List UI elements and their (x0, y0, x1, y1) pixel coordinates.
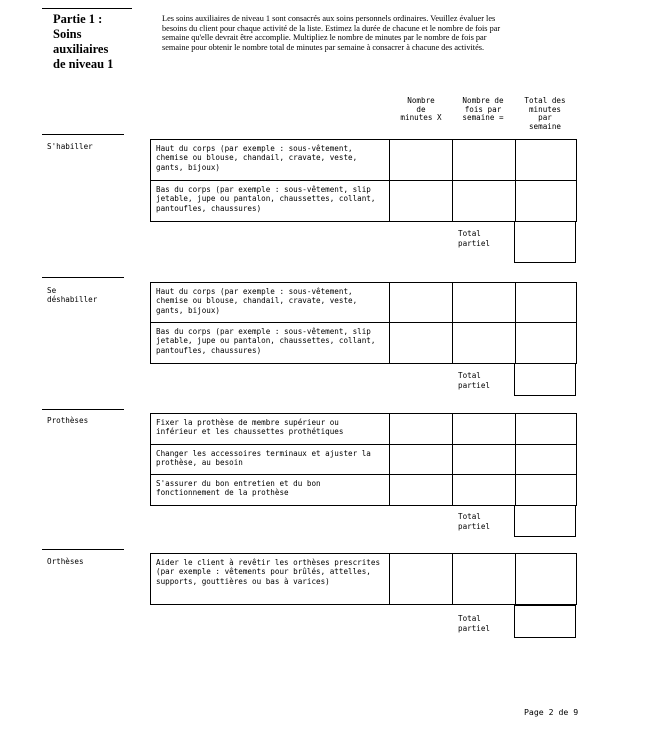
table-row (151, 323, 577, 364)
section-label-protheses: Prothèses (47, 416, 89, 425)
times-per-week-cell[interactable] (453, 181, 516, 222)
page-number: Page 2 de 9 (524, 707, 579, 717)
minutes-cell[interactable] (390, 475, 453, 506)
minutes-cell[interactable] (390, 283, 453, 323)
table-row (151, 414, 577, 445)
minutes-cell[interactable] (390, 414, 453, 445)
part-title: Partie 1 : Soins auxiliaires de niveau 1 (53, 12, 114, 71)
column-header-times: Nombre de fois par semaine = (462, 96, 504, 123)
section-label-shabiller: S'habiller (47, 142, 93, 151)
minutes-cell[interactable] (390, 323, 453, 364)
section-rule-se-deshabiller (42, 277, 124, 278)
times-per-week-cell[interactable] (453, 283, 516, 323)
times-per-week-cell[interactable] (453, 140, 516, 181)
part-title-rule (42, 8, 132, 9)
activity-description: Haut du corps (par exemple : sous-vêtement, chemise ou blouse, chandail, cravate, veste, gants, bijoux) (151, 283, 390, 323)
total-minutes-cell[interactable] (516, 475, 577, 506)
table-row (151, 475, 577, 506)
section-table-se-deshabiller (150, 282, 577, 364)
section-rule-shabiller (42, 134, 124, 135)
section-table-protheses (150, 413, 577, 506)
total-minutes-cell[interactable] (516, 414, 577, 445)
column-header-minutes: Nombre de minutes X (400, 96, 442, 123)
minutes-cell[interactable] (390, 445, 453, 475)
total-minutes-cell[interactable] (516, 181, 577, 222)
activity-description: Bas du corps (par exemple : sous-vêtement, slip jetable, jupe ou pantalon, chaussettes, collant, pantoufles, chaussures) (151, 181, 390, 222)
times-per-week-cell[interactable] (453, 414, 516, 445)
total-minutes-cell[interactable] (516, 323, 577, 364)
subtotal-cell[interactable] (514, 363, 576, 396)
section-rule-ortheses (42, 549, 124, 550)
subtotal-label: Total partiel (458, 371, 491, 390)
subtotal-cell[interactable] (514, 605, 576, 638)
activity-description: Changer les accessoires terminaux et ajuster la prothèse, au besoin (151, 445, 390, 475)
minutes-cell[interactable] (390, 181, 453, 222)
table-row (151, 554, 577, 605)
activity-description: Bas du corps (par exemple : sous-vêtement, slip jetable, jupe ou pantalon, chaussettes, collant, pantoufles, chaussures) (151, 323, 390, 364)
times-per-week-cell[interactable] (453, 475, 516, 506)
minutes-cell[interactable] (390, 140, 453, 181)
activity-description: Haut du corps (par exemple : sous-vêtement, chemise ou blouse, chandail, cravate, veste, gants, bijoux) (151, 140, 390, 181)
section-rule-protheses (42, 409, 124, 410)
times-per-week-cell[interactable] (453, 323, 516, 364)
total-minutes-cell[interactable] (516, 140, 577, 181)
activity-description: Aider le client à revêtir les orthèses prescrites (par exemple : vêtements pour brûlés, attelles, supports, gouttières ou bas à varices) (151, 554, 390, 605)
total-minutes-cell[interactable] (516, 554, 577, 605)
section-table-ortheses (150, 553, 577, 605)
section-table-shabiller (150, 139, 577, 222)
minutes-cell[interactable] (390, 554, 453, 605)
table-row (151, 445, 577, 475)
subtotal-cell[interactable] (514, 221, 576, 263)
subtotal-cell[interactable] (514, 505, 576, 537)
subtotal-label: Total partiel (458, 229, 491, 248)
section-label-se-deshabiller: Se déshabiller (47, 286, 98, 304)
total-minutes-cell[interactable] (516, 445, 577, 475)
intro-paragraph: Les soins auxiliaires de niveau 1 sont consacrés aux soins personnels ordinaires. Veuillez évaluer les besoins du client pour chaque activité de la liste. Estimez la durée de chacune et le nombre de fois par semaine qu'elle devrait être accomplie. Multipliez le nombre de minutes par le nombre de fois par semaine pour obtenir le nombre total de minutes par semaine à consacrer à chacune des activités. (162, 14, 501, 52)
column-header-total: Total des minutes par semaine (524, 96, 566, 131)
subtotal-label: Total partiel (458, 614, 491, 633)
table-row (151, 181, 577, 222)
activity-description: Fixer la prothèse de membre supérieur ou inférieur et les chaussettes prothétiques (151, 414, 390, 445)
activity-description: S'assurer du bon entretien et du bon fonctionnement de la prothèse (151, 475, 390, 506)
total-minutes-cell[interactable] (516, 283, 577, 323)
table-row (151, 140, 577, 181)
table-row (151, 283, 577, 323)
times-per-week-cell[interactable] (453, 554, 516, 605)
subtotal-label: Total partiel (458, 512, 491, 531)
times-per-week-cell[interactable] (453, 445, 516, 475)
section-label-ortheses: Orthèses (47, 557, 84, 566)
